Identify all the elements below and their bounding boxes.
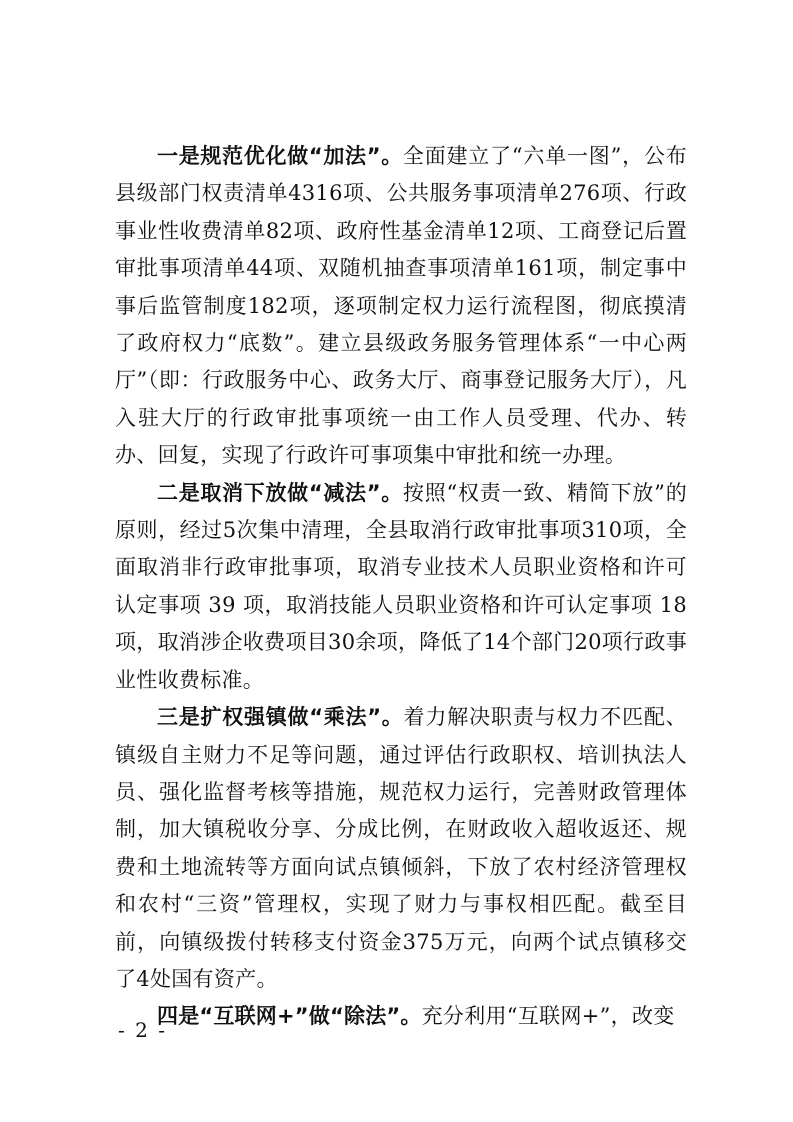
paragraph-4 — [115, 998, 687, 1035]
paragraph-2-text: 按照“权责一致、精简下放”的原则，经过5次集中清理，全县取消行政审批事项310项，全面取消非行政审批事项，取消专业技术人员职业资格和许可认定事项 39 项，取消技能人员职业资格和许可认定事项 18项，取消涉企收费项目30余项，降低了14个部门20项行政事业性收费标准。 — [115, 480, 687, 692]
paragraph-3-text: 着力解决职责与权力不匹配、镇级自主财力不足等问题，通过评估行政职权、培训执法人员、强化监督考核等措施，规范权力运行，完善财政管理体制，加大镇税收分享、分成比例，在财政收入超收返还、规费和土地流转等方面向试点镇倾斜，下放了农村经济管理权和农村“三资”管理权，实现了财力与事权相匹配。截至目前，向镇级拨付转移支付资金375万元，向两个试点镇移交了4处国有资产。 — [115, 705, 687, 991]
paragraph-2-heading: 二是取消下放做“减法”。 — [157, 480, 403, 505]
page-number: - 2 - — [118, 1018, 167, 1042]
paragraph-1-text: 全面建立了“六单一图”，公布县级部门权责清单4316项、公共服务事项清单276项、行政事业性收费清单82项、政府性基金清单12项、工商登记后置审批事项清单44项、双随机抽查事项清单161项，制定事中事后监管制度182项，逐项制定权力运行流程图，彻底摸清了政府权力“底数”。建立县级政务服务管理体系“一中心两厅”（即：行政服务中心、政务大厅、商事登记服务大厅），凡入驻大厅的行政审批事项统一由工作人员受理、代办、转办、回复，实现了行政许可事项集中审批和统一办理。 — [115, 144, 687, 468]
paragraph-4-text: 充分利用“互联网+”，改变 — [421, 1004, 675, 1029]
paragraph-4-heading: 四是“互联网+”做“除法”。 — [157, 1004, 422, 1029]
paragraph-3-heading: 三是扩权强镇做“乘法”。 — [157, 705, 404, 730]
paragraph-2 — [115, 475, 687, 699]
paragraph-1 — [115, 138, 687, 475]
paragraph-1-heading: 一是规范优化做“加法”。 — [157, 144, 403, 168]
document-body — [115, 138, 687, 1036]
paragraph-3 — [115, 699, 687, 998]
